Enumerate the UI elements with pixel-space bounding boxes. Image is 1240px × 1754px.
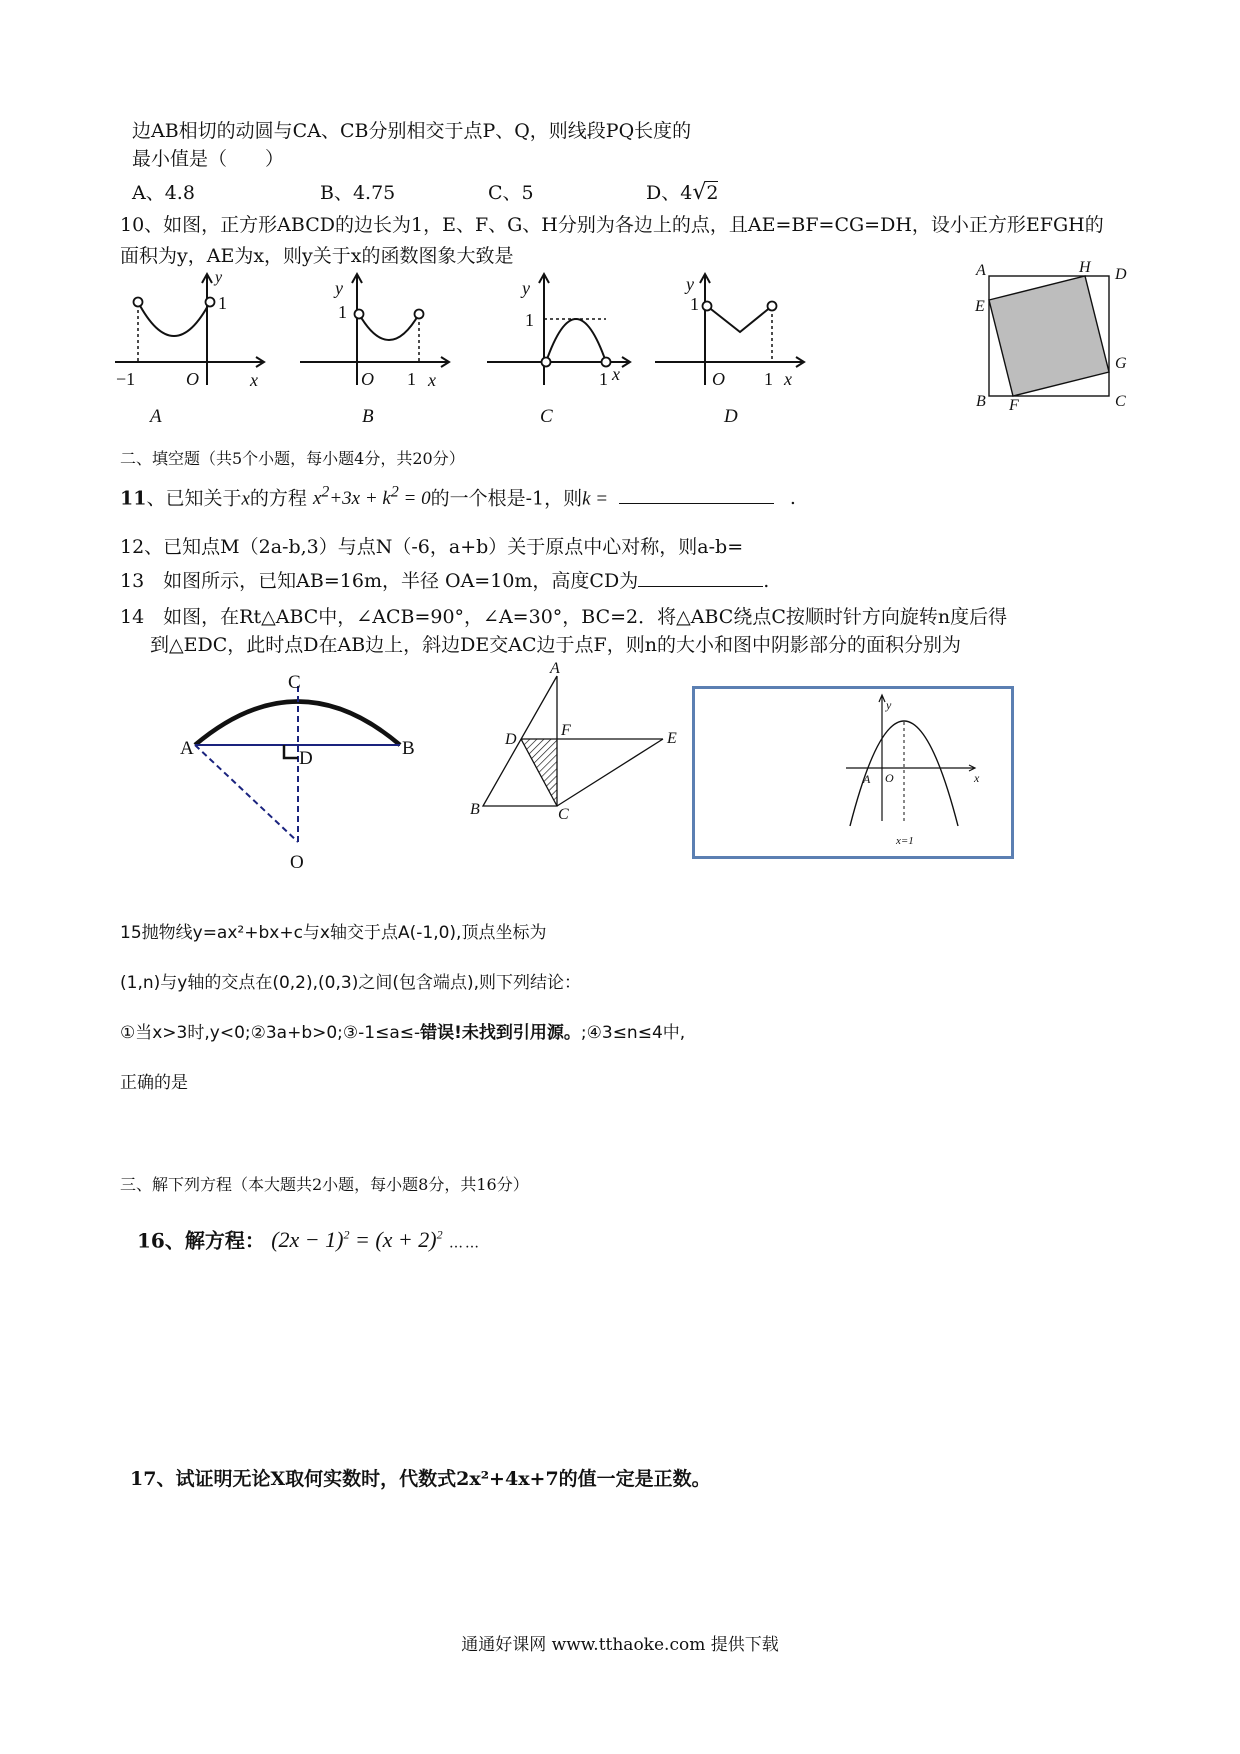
q14-label-d: D: [505, 731, 517, 748]
q10-c-x: x: [612, 364, 620, 384]
q15-fig-axis-label: x=1: [896, 835, 914, 847]
q10-graph-c: [482, 270, 642, 390]
q13-label-c: C: [288, 672, 301, 693]
q10-b-one-x: 1: [407, 369, 416, 389]
q15-line2: (1,n)与y轴的交点在(0,2),(0,3)之间(包含端点),则下列结论：: [120, 973, 581, 993]
q13-label-o: O: [290, 852, 304, 873]
sq-e: E: [975, 298, 985, 315]
q10-graph-label-c: C: [540, 406, 553, 427]
q10-b-x: x: [428, 370, 436, 390]
q9-option-b: B、4.75: [320, 182, 396, 204]
q10-a-y: y: [215, 269, 223, 286]
q11-var: x: [241, 488, 250, 510]
q10-c-one-x: 1: [599, 369, 608, 389]
q13-answer-blank[interactable]: [638, 568, 763, 587]
q11-eq-tail: 的一个根是-1，则: [430, 487, 583, 510]
q14-line2: 到△EDC，此时点D在AB边上，斜边DE交AC边于点F，则n的大小和图中阴影部分的面积分别为: [150, 634, 961, 656]
q14-label-b: B: [470, 801, 480, 818]
q14-label-a: A: [550, 660, 560, 677]
q11-end: .: [789, 487, 796, 510]
q13-label-b: B: [402, 738, 415, 759]
q15-ref-error: 错误!未找到引用源。: [420, 1023, 581, 1043]
q15-fig-x: x: [974, 771, 980, 785]
q9-option-a: A、4.8: [132, 182, 195, 204]
q15-line4: 正确的是: [120, 1073, 188, 1093]
q10-d-x: x: [784, 369, 792, 389]
q15-line3: [120, 1020, 685, 1046]
q9-option-d: D、4√2: [646, 180, 719, 205]
q11-k: k: [582, 488, 591, 510]
q10-b-y: y: [335, 278, 343, 298]
q11-equation: $x^2+3x + k^2 = 0$: [312, 484, 431, 510]
q10-graph-b: [295, 270, 455, 390]
sq-c: C: [1115, 393, 1126, 410]
q10-a-origin: O: [186, 369, 199, 389]
q14-triangle-figure: [465, 662, 685, 822]
q10-c-y: y: [522, 278, 530, 298]
q15-fig-a: A: [863, 772, 871, 786]
q11-line: [120, 480, 796, 512]
page-footer: 通通好课网 www.tthaoke.com 提供下载: [461, 1635, 779, 1655]
q10-b-one-y: 1: [338, 302, 347, 322]
q11-answer-blank[interactable]: [619, 485, 774, 504]
q10-graph-d: [650, 270, 810, 390]
q10-graph-label-a: A: [150, 406, 162, 427]
q11-text2: 的方程: [249, 487, 307, 510]
q15-line3-part-a: ①当x>3时,y<0;②3a+b>0;③-1≤a≤-: [120, 1023, 421, 1043]
q11-number: 11: [120, 487, 147, 510]
q9-line2: 最小值是（ ）: [132, 148, 285, 170]
q10-graph-a: [110, 270, 270, 390]
q15-fig-o: O: [885, 771, 894, 785]
sq-f: F: [1009, 397, 1019, 414]
q10-a-neg-one: −1: [116, 369, 136, 389]
q14-line1: 14 如图，在Rt△ABC中，∠ACB=90°，∠A=30°，BC=2．将△ABC绕点C按顺时针方向旋转n度后得: [120, 606, 1008, 628]
q10-d-origin: O: [712, 369, 725, 389]
q16-dots: ……: [448, 1235, 481, 1252]
q9-option-d-radicand: 2: [706, 182, 719, 204]
q14-label-c: C: [558, 806, 569, 823]
q13-text: 13 如图所示，已知AB=16m，半径 OA=10m，高度CD为: [120, 570, 639, 592]
q10-d-one-x: 1: [764, 369, 773, 389]
q13-end: .: [763, 570, 770, 592]
section2-heading: 二、填空题（共5个小题，每小题4分，共20分）: [120, 449, 465, 468]
q16-line: [137, 1222, 481, 1256]
q16-label: 16、解方程：: [137, 1228, 265, 1253]
q14-label-f: F: [561, 722, 571, 739]
section3-heading: 三、解下列方程（本大题共2小题，每小题8分，共16分）: [120, 1175, 529, 1194]
q11-equals: =: [590, 488, 613, 510]
q10-graph-label-b: B: [362, 406, 374, 427]
q17-line: 17、试证明无论X取何实数时，代数式2x²+4x+7的值一定是正数。: [130, 1468, 711, 1490]
q10-line2: 面积为y，AE为x，则y关于x的函数图象大致是: [120, 245, 514, 267]
q10-line1: 10、如图，正方形ABCD的边长为1，E、F、G、H分别为各边上的点，且AE=BF=CG=DH，设小正方形EFGH的: [120, 214, 1104, 236]
sq-h: H: [1079, 259, 1091, 276]
q10-d-y: y: [686, 274, 694, 294]
q10-c-one-y: 1: [525, 310, 534, 330]
q9-option-d-prefix: D、4: [646, 182, 693, 204]
q15-parabola-figure: [692, 686, 1014, 860]
q10-d-one-y: 1: [690, 294, 699, 314]
q9-option-c: C、5: [488, 182, 534, 204]
q13-label-d: D: [299, 748, 313, 769]
q13-label-a: A: [180, 738, 194, 759]
q10-graph-label-d: D: [724, 406, 738, 427]
q10-b-origin: O: [361, 369, 374, 389]
sq-d: D: [1115, 266, 1127, 283]
sq-g: G: [1115, 355, 1127, 372]
q10-square-figure: [975, 259, 1135, 422]
q14-label-e: E: [667, 730, 677, 747]
q10-a-x: x: [250, 370, 258, 390]
q11-text1: 、已知关于: [146, 487, 242, 510]
q13-line: [120, 568, 769, 594]
sq-a: A: [976, 262, 986, 279]
q10-a-one: 1: [218, 293, 227, 313]
q13-arc-figure: [180, 672, 430, 882]
q12-line: 12、已知点M（2a-b,3）与点N（-6，a+b）关于原点中心对称，则a-b=: [120, 536, 744, 558]
q15-line3-part-b: ;④3≤n≤4中,: [580, 1023, 686, 1043]
q9-line1: 边AB相切的动圆与CA、CB分别相交于点P、Q，则线段PQ长度的: [132, 120, 692, 142]
q16-equation: $(2x - 1)^2 = (x + 2)^2$: [271, 1227, 443, 1253]
sq-b: B: [976, 393, 986, 410]
q15-line1: 15抛物线y=ax²+bx+c与x轴交于点A(-1,0),顶点坐标为: [120, 923, 547, 943]
q15-fig-y: y: [886, 698, 892, 712]
